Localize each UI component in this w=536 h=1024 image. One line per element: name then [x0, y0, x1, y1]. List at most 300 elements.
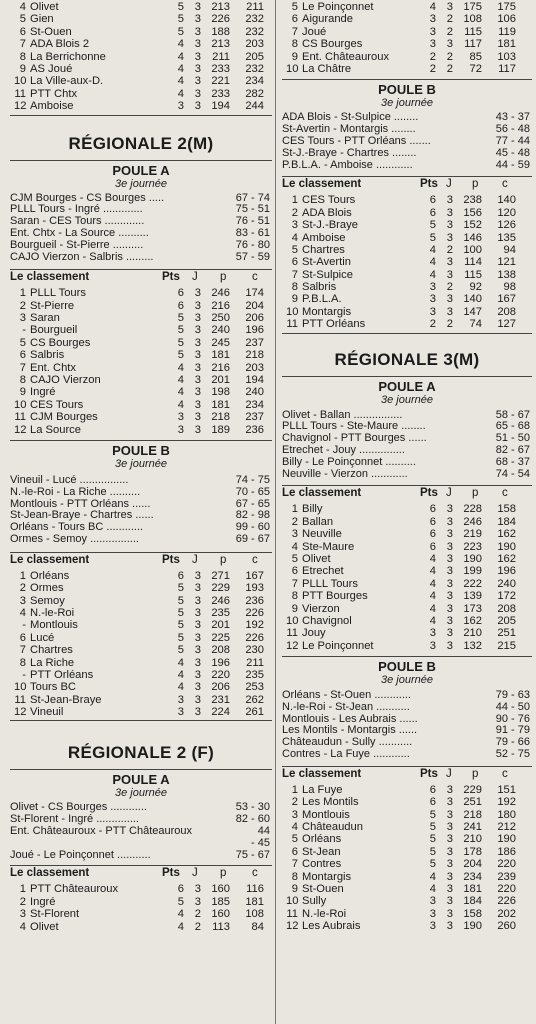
p-header: p — [472, 487, 479, 500]
for-cell: 158 — [463, 907, 482, 920]
for-cell: 223 — [463, 540, 482, 553]
points-cell: 2 — [429, 62, 436, 75]
journee-label: 3e journée — [381, 674, 433, 687]
table-row — [282, 207, 532, 219]
rank-cell: 8 — [291, 38, 298, 51]
played-cell: 3 — [446, 552, 453, 565]
team-cell: Orléans — [302, 833, 342, 846]
team-cell: PTT Orléans — [30, 668, 94, 681]
team-cell: Montargis — [302, 870, 352, 883]
rank-cell: 9 — [291, 50, 298, 63]
match-teams: Ent. Châteauroux - PTT Châteauroux — [10, 826, 193, 838]
team-cell: Amboise — [302, 231, 346, 244]
match-score: 69 - 67 — [235, 532, 270, 545]
points-cell: 6 — [429, 206, 436, 219]
team-cell: ADA Blois 2 — [30, 38, 90, 51]
points-cell: 5 — [177, 582, 184, 595]
points-cell: 4 — [177, 656, 184, 669]
against-cell: 232 — [245, 13, 264, 26]
points-cell: 5 — [429, 219, 436, 232]
table-row — [282, 528, 532, 540]
table-row — [282, 232, 532, 244]
journee-label: 3e journée — [115, 457, 167, 470]
table-row — [10, 883, 272, 895]
played-cell: 3 — [194, 895, 201, 908]
played-cell: 3 — [446, 614, 453, 627]
for-cell: 219 — [463, 528, 482, 541]
team-cell: St-Florent — [30, 908, 80, 921]
rank-cell: 5 — [19, 336, 26, 349]
for-cell: 222 — [463, 577, 482, 590]
for-cell: 204 — [463, 858, 482, 871]
table-row — [282, 895, 532, 907]
result-row — [282, 160, 532, 172]
table-row — [282, 833, 532, 845]
table-row — [10, 51, 272, 63]
result-row — [282, 148, 532, 160]
played-cell: 3 — [194, 1, 201, 13]
for-cell: 225 — [211, 631, 230, 644]
table-row — [282, 883, 532, 895]
for-cell: 190 — [463, 920, 482, 933]
points-cell: 6 — [177, 883, 184, 896]
points-cell: 4 — [177, 920, 184, 933]
for-cell: 228 — [463, 503, 482, 516]
table-row — [10, 582, 272, 594]
rank-cell: 3 — [291, 528, 298, 541]
played-cell: 3 — [194, 644, 201, 657]
points-cell: 4 — [429, 256, 436, 269]
standings-label: Le classement — [282, 767, 362, 780]
team-cell: St-Ouen — [30, 25, 72, 38]
points-cell: 4 — [429, 1, 436, 13]
against-cell: 253 — [245, 681, 264, 694]
table-row — [10, 374, 272, 386]
table-row — [10, 349, 272, 361]
table-row — [10, 324, 272, 336]
match-teams: Olivet - CS Bourges ............ — [10, 802, 147, 814]
match-teams: St-J.-Braye - Chartres ........ — [282, 147, 417, 159]
rank-cell: 12 — [286, 920, 299, 933]
against-cell: 180 — [497, 808, 516, 821]
rank-cell: - — [22, 619, 26, 632]
played-cell: 3 — [446, 540, 453, 553]
team-cell: ADA Blois — [302, 206, 352, 219]
match-score: 53 - 30 — [235, 801, 270, 814]
table-row — [282, 627, 532, 639]
result-row — [282, 433, 532, 445]
points-cell: 6 — [429, 796, 436, 809]
team-cell: CJM Bourges — [30, 411, 98, 424]
result-row — [10, 193, 272, 205]
match-teams: Neuville - Vierzon ............ — [282, 468, 408, 480]
for-cell: 190 — [463, 552, 482, 565]
against-cell: 211 — [246, 656, 264, 669]
team-cell: Le Poinçonnet — [302, 639, 374, 652]
against-cell: 202 — [497, 907, 516, 920]
against-cell: 127 — [497, 318, 516, 331]
against-cell: 220 — [497, 883, 516, 895]
points-cell: 5 — [177, 1, 184, 13]
played-cell: 2 — [194, 920, 201, 933]
result-row — [282, 421, 532, 433]
pts-header: Pts — [420, 487, 438, 500]
match-score: 58 - 67 — [495, 408, 530, 421]
table-row — [10, 424, 272, 436]
against-cell: 205 — [245, 50, 264, 63]
against-cell: 106 — [497, 13, 516, 26]
table-row — [10, 411, 272, 423]
against-cell: 220 — [497, 858, 516, 871]
points-cell: 3 — [429, 305, 436, 318]
p-header: p — [220, 867, 227, 880]
results-list — [10, 475, 272, 546]
separator — [10, 720, 272, 721]
rank-cell: 8 — [291, 870, 298, 883]
team-cell: Salbris — [30, 349, 65, 362]
for-cell: 160 — [211, 883, 230, 896]
played-cell: 3 — [194, 299, 201, 312]
team-cell: CS Bourges — [30, 336, 91, 349]
against-cell: 244 — [245, 100, 264, 113]
against-cell: 204 — [245, 299, 264, 312]
points-cell: 4 — [177, 386, 184, 399]
match-teams: St-Avertin - Montargis ........ — [282, 124, 416, 136]
points-cell: 6 — [429, 540, 436, 553]
played-cell: 3 — [194, 374, 201, 387]
played-cell: 3 — [446, 796, 453, 809]
played-cell: 3 — [194, 324, 201, 337]
against-cell: 167 — [497, 293, 516, 306]
rank-cell: 7 — [291, 858, 298, 871]
table-row — [282, 26, 532, 38]
table-row — [282, 615, 532, 627]
against-cell: 234 — [245, 75, 264, 88]
played-cell: 3 — [446, 821, 453, 834]
played-cell: 2 — [446, 50, 453, 63]
points-cell: 4 — [177, 87, 184, 100]
team-cell: PTT Châteauroux — [30, 883, 119, 896]
c-header: c — [252, 867, 258, 880]
played-cell: 2 — [446, 281, 453, 294]
for-cell: 201 — [211, 619, 230, 632]
standings-header — [282, 766, 532, 782]
result-row — [10, 475, 272, 487]
j-header: J — [446, 767, 452, 780]
table-row — [282, 846, 532, 858]
played-cell: 3 — [194, 423, 201, 436]
for-cell: 233 — [211, 62, 230, 75]
match-teams: Bourgueil - St-Pierre .......... — [10, 239, 144, 251]
rank-cell: 11 — [14, 87, 26, 100]
points-cell: 4 — [429, 602, 436, 615]
rank-cell: 5 — [291, 552, 298, 565]
team-cell: Ent. Châteauroux — [302, 50, 390, 63]
team-cell: PLLL Tours — [302, 577, 358, 590]
played-cell: 3 — [446, 38, 453, 51]
p-header: p — [220, 553, 227, 566]
match-teams: Olivet - Ballan ................ — [282, 409, 403, 421]
c-header: c — [502, 487, 508, 500]
against-cell: 135 — [497, 231, 516, 244]
match-score: 70 - 65 — [235, 485, 270, 498]
result-row — [10, 204, 272, 216]
played-cell: 3 — [446, 639, 453, 652]
rank-cell: 3 — [19, 908, 26, 921]
points-cell: 5 — [177, 594, 184, 607]
poule-title: POULE B — [282, 656, 532, 674]
against-cell: 84 — [251, 920, 264, 933]
team-cell: Ent. Chtx — [30, 361, 77, 374]
played-cell: 3 — [446, 515, 453, 528]
rank-cell: 11 — [286, 318, 298, 331]
table-row — [10, 607, 272, 619]
poule-title: POULE A — [10, 769, 272, 787]
table-row — [10, 63, 272, 75]
table-row — [10, 26, 272, 38]
match-score: 44 — [257, 825, 270, 838]
for-cell: 238 — [463, 194, 482, 207]
against-cell: 190 — [497, 540, 516, 553]
team-cell: Vineuil — [30, 706, 64, 719]
points-cell: 4 — [177, 62, 184, 75]
team-cell: Billy — [302, 503, 323, 516]
match-score: 75 - 51 — [235, 203, 270, 216]
played-cell: 2 — [446, 318, 453, 331]
rank-cell: 4 — [19, 920, 26, 933]
points-cell: 4 — [177, 908, 184, 921]
section-title: RÉGIONALE 2(M) — [68, 133, 214, 153]
match-teams: Etrechet - Jouy ............... — [282, 445, 405, 457]
rank-cell: 2 — [291, 515, 298, 528]
match-teams: P.B.L.A. - Amboise ............ — [282, 159, 413, 171]
results-list — [282, 112, 532, 171]
table-row — [10, 619, 272, 631]
poule-title: POULE B — [282, 79, 532, 97]
against-cell: 251 — [497, 627, 516, 640]
result-row — [10, 522, 272, 534]
played-cell: 3 — [194, 361, 201, 374]
match-teams: CJM Bourges - CS Bourges ..... — [10, 192, 165, 204]
rank-cell: 7 — [19, 38, 26, 51]
rank-cell: 3 — [19, 594, 26, 607]
match-score: 76 - 51 — [235, 215, 270, 228]
match-teams: Ormes - Semoy ................ — [10, 533, 139, 545]
points-cell: 3 — [429, 13, 436, 26]
result-row — [282, 124, 532, 136]
team-cell: Bourgueil — [30, 324, 78, 337]
standings-label: Le classement — [10, 553, 90, 566]
team-cell: Salbris — [302, 281, 337, 294]
for-cell: 251 — [463, 796, 482, 809]
result-row — [282, 725, 532, 737]
played-cell: 3 — [194, 38, 201, 51]
played-cell: 3 — [446, 845, 453, 858]
for-cell: 231 — [211, 693, 230, 706]
for-cell: 178 — [463, 845, 482, 858]
against-cell: 108 — [245, 908, 264, 921]
rank-cell: 3 — [291, 219, 298, 232]
standings-table — [282, 784, 532, 933]
team-cell: PTT Chtx — [30, 87, 78, 100]
played-cell: 3 — [446, 528, 453, 541]
rank-cell: 10 — [14, 398, 27, 411]
for-cell: 245 — [211, 336, 230, 349]
against-cell: 215 — [497, 639, 516, 652]
match-score: 99 - 60 — [235, 521, 270, 534]
points-cell: 5 — [177, 336, 184, 349]
match-teams: CES Tours - PTT Orléans ....... — [282, 135, 431, 147]
table-row — [282, 63, 532, 75]
points-cell: 4 — [177, 38, 184, 51]
points-cell: 6 — [177, 287, 184, 300]
for-cell: 115 — [464, 25, 482, 38]
points-cell: 5 — [429, 821, 436, 834]
for-cell: 175 — [463, 1, 482, 13]
played-cell: 3 — [194, 706, 201, 719]
rank-cell: 5 — [291, 243, 298, 256]
against-cell: 190 — [497, 833, 516, 846]
against-cell: 194 — [245, 374, 264, 387]
for-cell: 117 — [464, 38, 482, 51]
rank-cell: 7 — [291, 577, 298, 590]
points-cell: 5 — [429, 845, 436, 858]
points-cell: 6 — [177, 299, 184, 312]
for-cell: 199 — [463, 565, 482, 578]
played-cell: 3 — [446, 293, 453, 306]
results-list — [10, 193, 272, 264]
table-row — [10, 657, 272, 669]
table-row — [10, 669, 272, 681]
standings-table — [10, 883, 272, 933]
team-cell: Etrechet — [302, 565, 344, 578]
against-cell: 208 — [497, 602, 516, 615]
team-cell: St-Pierre — [30, 299, 75, 312]
against-cell: 186 — [497, 845, 516, 858]
table-row — [282, 908, 532, 920]
rank-cell: 1 — [291, 503, 298, 516]
played-cell: 3 — [194, 569, 201, 582]
rank-cell: 7 — [291, 25, 298, 38]
table-row — [10, 399, 272, 411]
played-cell: 3 — [194, 681, 201, 694]
team-cell: La Châtre — [302, 62, 352, 75]
results-list — [10, 802, 272, 861]
for-cell: 188 — [211, 25, 230, 38]
rank-cell: 1 — [19, 287, 26, 300]
against-cell: 236 — [245, 423, 264, 436]
against-cell: 261 — [245, 706, 264, 719]
standings-table — [10, 570, 272, 719]
match-score: 74 - 54 — [495, 467, 530, 480]
for-cell: 224 — [211, 706, 230, 719]
played-cell: 3 — [446, 783, 453, 796]
c-header: c — [502, 178, 508, 191]
points-cell: 4 — [429, 590, 436, 603]
played-cell: 3 — [446, 895, 453, 908]
against-cell: 196 — [497, 565, 516, 578]
points-cell: 6 — [429, 503, 436, 516]
against-cell: 237 — [245, 411, 264, 424]
points-cell: 2 — [429, 318, 436, 331]
match-score: 67 - 65 — [235, 497, 270, 510]
match-teams: Orléans - St-Ouen ............ — [282, 690, 411, 702]
played-cell: 3 — [446, 602, 453, 615]
rank-cell: 11 — [14, 693, 26, 706]
rank-cell: 2 — [291, 206, 298, 219]
for-cell: 271 — [211, 569, 230, 582]
against-cell: 232 — [245, 25, 264, 38]
team-cell: Gien — [30, 13, 54, 26]
section-title: RÉGIONALE 3(M) — [334, 349, 480, 369]
rank-cell: 6 — [291, 256, 298, 269]
for-cell: 160 — [211, 908, 230, 921]
rank-cell: 9 — [291, 602, 298, 615]
points-cell: 5 — [177, 324, 184, 337]
rank-cell: 9 — [291, 883, 298, 895]
result-row — [282, 737, 532, 749]
table-row — [10, 1, 272, 13]
team-cell: Olivet — [30, 1, 59, 13]
for-cell: 198 — [211, 386, 230, 399]
match-teams: Chavignol - PTT Bourges ...... — [282, 433, 427, 445]
table-row — [282, 920, 532, 932]
against-cell: 235 — [245, 668, 264, 681]
played-cell: 3 — [194, 25, 201, 38]
rank-cell: 3 — [19, 312, 26, 325]
for-cell: 189 — [211, 423, 230, 436]
match-teams: PLLL Tours - Ingré ............. — [10, 204, 143, 216]
for-cell: 162 — [463, 614, 482, 627]
standings-header — [10, 552, 272, 568]
for-cell: 113 — [212, 920, 230, 933]
against-cell: 212 — [497, 821, 516, 834]
for-cell: 241 — [463, 821, 482, 834]
table-row — [10, 896, 272, 908]
table-row — [10, 13, 272, 25]
rank-cell: 4 — [291, 540, 298, 553]
points-cell: 3 — [429, 907, 436, 920]
for-cell: 72 — [469, 62, 482, 75]
against-cell: 162 — [497, 552, 516, 565]
for-cell: 100 — [463, 243, 482, 256]
rank-cell: 4 — [291, 231, 298, 244]
team-cell: Montlouis — [302, 808, 350, 821]
against-cell: 236 — [245, 594, 264, 607]
played-cell: 3 — [446, 194, 453, 207]
standings-continued — [282, 1, 532, 75]
match-score: 56 - 48 — [495, 123, 530, 136]
team-cell: La Source — [30, 423, 81, 436]
for-cell: 185 — [211, 895, 230, 908]
table-row — [10, 100, 272, 112]
table-row — [282, 784, 532, 796]
table-row — [10, 337, 272, 349]
match-score: 65 - 68 — [495, 420, 530, 433]
against-cell: 230 — [245, 644, 264, 657]
match-teams: Montlouis - Les Aubrais ...... — [282, 713, 418, 725]
against-cell: 208 — [497, 305, 516, 318]
points-cell: 5 — [429, 833, 436, 846]
table-row — [10, 706, 272, 718]
against-cell: 140 — [497, 194, 516, 207]
result-row — [282, 457, 532, 469]
played-cell: 2 — [446, 13, 453, 26]
match-score: 77 - 44 — [495, 134, 530, 147]
match-score: 44 - 50 — [495, 700, 530, 713]
points-cell: 5 — [177, 349, 184, 362]
played-cell: 3 — [194, 75, 201, 88]
